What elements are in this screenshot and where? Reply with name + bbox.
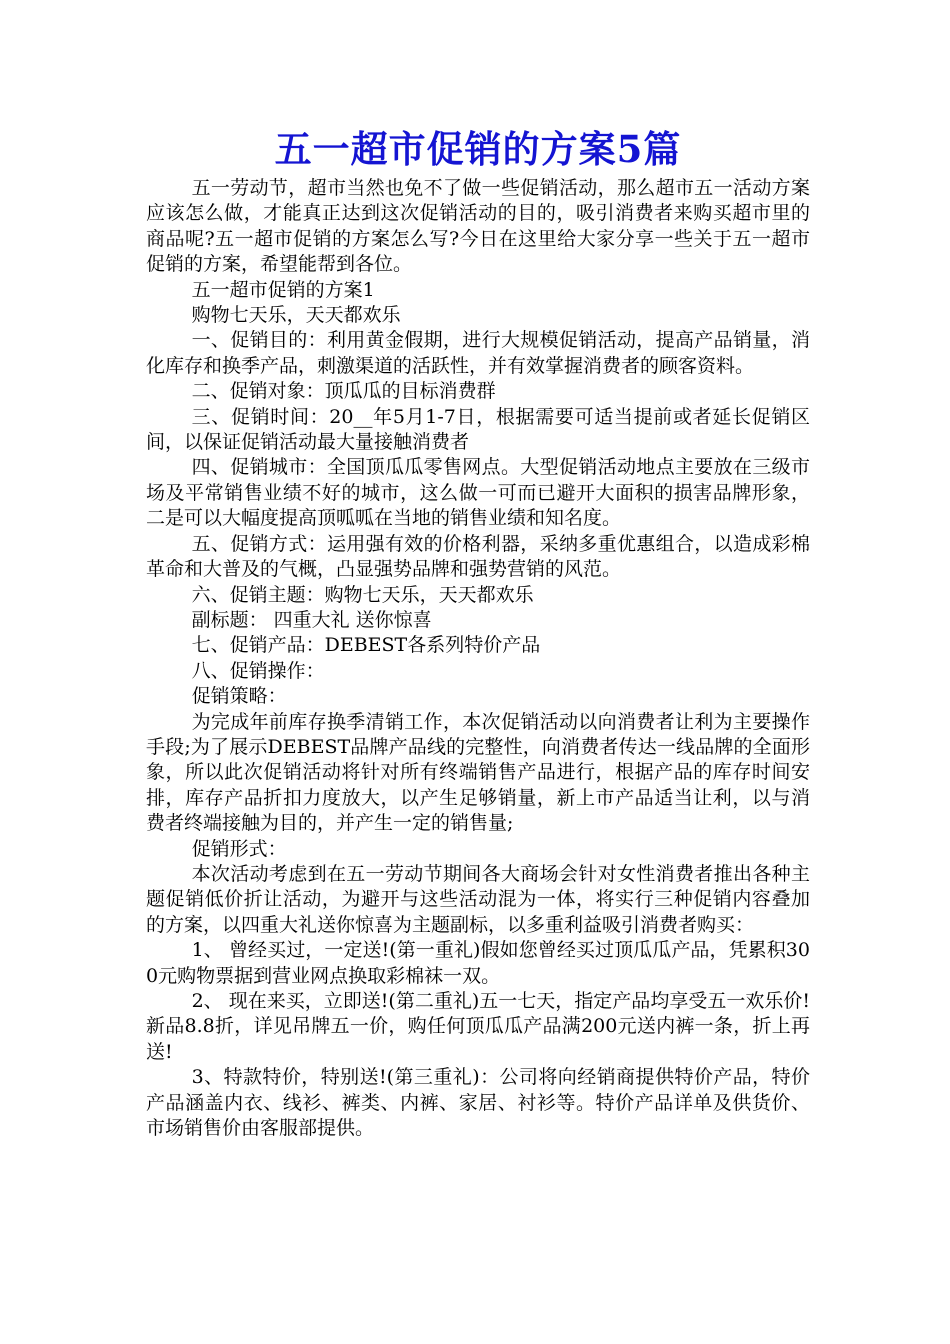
promo-time-paragraph: 三、促销时间：20__年5月1-7日，根据需要可适当提前或者延长促销区间，以保证促销活动最大量接触消费者	[146, 405, 810, 454]
gift-two-paragraph: 2、 现在来买，立即送!(第二重礼)五一七天，指定产品均享受五一欢乐价!新品8.8折，详见吊牌五一价，购任何顶瓜瓜产品满200元送内裤一条，折上再送!	[146, 990, 810, 1063]
intro-paragraph: 五一劳动节，超市当然也免不了做一些促销活动，那么超市五一活动方案应该怎么做，才能真正达到这次促销活动的目的，吸引消费者来购买超市里的商品呢?五一超市促销的方案怎么写?今日在这里给大家分享一些关于五一超市促销的方案，希望能帮到各位。	[146, 177, 810, 276]
section-heading-plan-1: 五一超市促销的方案1	[191, 278, 375, 301]
promo-product-paragraph: 七、促销产品：DEBEST各系列特价产品	[191, 634, 541, 657]
campaign-slogan: 购物七天乐，天天都欢乐	[191, 304, 401, 327]
promo-operation-heading: 八、促销操作：	[191, 659, 325, 682]
promo-theme-paragraph: 六、促销主题：购物七天乐，天天都欢乐	[191, 583, 534, 606]
promo-purpose-paragraph: 一、促销目的：利用黄金假期，进行大规模促销活动，提高产品销量，消化库存和换季产品，刺激渠道的活跃性，并有效掌握消费者的顾客资料。	[146, 329, 810, 377]
promo-strategy-paragraph: 为完成年前库存换季清销工作，本次促销活动以向消费者让利为主要操作手段;为了展示DEBEST品牌产品线的完整性，向消费者传达一线品牌的全面形象，所以此次促销活动将针对所有终端销售产品进行，根据产品的库存时间安排，库存产品折扣力度放大，以产生足够销量，新上市产品适当让利，以与消费者终端接触为目的，并产生一定的销售量;	[146, 710, 810, 835]
promo-target-paragraph: 二、促销对象：顶瓜瓜的目标消费群	[191, 380, 496, 403]
promo-form-paragraph: 本次活动考虑到在五一劳动节期间各大商场会针对女性消费者推出各种主题促销低价折让活动，为避开与这些活动混为一体，将实行三种促销内容叠加的方案，以四重大礼送你惊喜为主题副标，以多重利益吸引消费者购买：	[146, 862, 810, 936]
gift-three-paragraph: 3、特款特价，特别送!(第三重礼)：公司将向经销商提供特价产品，特价产品涵盖内衣、线衫、裤类、内裤、家居、衬衫等。特价产品详单及供货价、市场销售价由客服部提供。	[146, 1066, 810, 1140]
promo-subtitle-paragraph: 副标题： 四重大礼 送你惊喜	[191, 608, 432, 631]
promo-form-heading: 促销形式：	[191, 837, 287, 860]
promo-city-paragraph: 四、促销城市：全国顶瓜瓜零售网点。大型促销活动地点主要放在三级市场及平常销售业绩不好的城市，这么做一可而已避开大面积的损害品牌形象，二是可以大幅度提高顶呱呱在当地的销售业绩和知名度。	[146, 456, 810, 530]
promo-method-paragraph: 五、促销方式：运用强有效的价格利器，采纳多重优惠组合，以造成彩棉革命和大普及的气概，凸显强势品牌和强势营销的风范。	[146, 532, 810, 581]
document-body	[146, 176, 810, 1141]
document-title: 五一超市促销的方案5篇	[274, 127, 682, 171]
promo-strategy-heading: 促销策略：	[191, 685, 287, 708]
document-page	[146, 124, 810, 1141]
gift-one-paragraph: 1、 曾经买过，一定送!(第一重礼)假如您曾经买过顶瓜瓜产品，凭累积300元购物票据到营业网点换取彩棉袜一双。	[146, 939, 810, 987]
